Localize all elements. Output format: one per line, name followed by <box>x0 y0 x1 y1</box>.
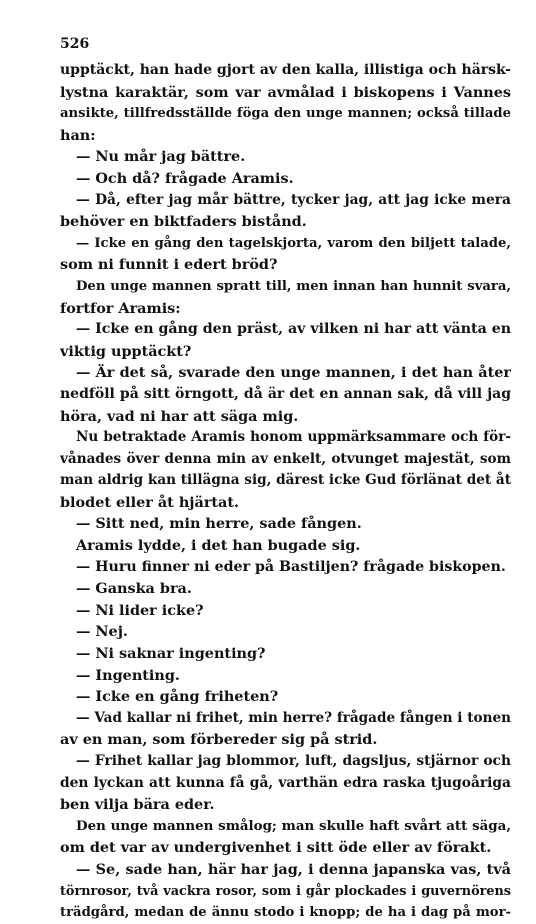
text-line: — Huru finner ni eder på Bastiljen? frågade biskopen. <box>76 558 506 575</box>
text-line: behöver en biktfaders bistånd. <box>60 213 307 231</box>
text-line: — Icke en gång den tagelskjorta, varom den biljett talade, <box>76 235 511 251</box>
text-line: — Frihet kallar jag blommor, luft, dagsljus, stjärnor och <box>76 753 511 769</box>
text-line: upptäckt, han hade gjort av den kalla, illistiga och härsk- <box>60 62 511 78</box>
text-line: Nu betraktade Aramis honom uppmärksammare och för- <box>76 429 511 446</box>
text-line: Den unge mannen spratt till, men innan han hunnit svara, <box>76 278 511 294</box>
text-line: som ni funnit i edert bröd? <box>60 256 278 274</box>
text-line: ben vilja bära eder. <box>60 796 215 814</box>
text-line: — Vad kallar ni frihet, min herre? frågade fången i tonen <box>76 709 511 726</box>
text-line: man aldrig kan tillägna sig, därest icke Gud förlänat det åt <box>60 472 511 489</box>
text-line: Aramis lydde, i det han bugade sig. <box>76 537 361 555</box>
text-line: fortfor Aramis: <box>60 299 181 317</box>
text-line: — Nu mår jag bättre. <box>76 148 246 166</box>
text-line: — Se, sade han, här har jag, i denna japanska vas, två <box>76 860 511 878</box>
text-line: av en man, som förbereder sig på strid. <box>60 731 378 749</box>
text-line: blodet eller åt hjärtat. <box>60 493 240 511</box>
page-number: 526 <box>60 36 90 52</box>
text-line: lystna karaktär, som var avmålad i biskopens i Vannes <box>60 83 511 101</box>
text-line: — Och då? frågade Aramis. <box>76 169 294 187</box>
text-line: — Ni saknar ingenting? <box>76 645 266 663</box>
body-text <box>60 60 511 924</box>
text-line: om det var av undergivenhet i sitt öde eller av förakt. <box>60 839 492 857</box>
text-line: vånades över denna min av enkelt, otvunget majestät, som <box>60 450 511 467</box>
text-line: — Ni lider icke? <box>76 601 204 619</box>
text-line: — Då, efter jag mår bättre, tycker jag, att jag icke mera <box>76 191 511 208</box>
text-line: trädgård, medan de ännu stodo i knopp; de ha i dag på mor- <box>60 905 511 921</box>
text-line: — Ingenting. <box>76 666 180 684</box>
text-line: höra, vad ni har att säga mig. <box>60 407 299 425</box>
text-line: törnrosor, två vackra rosor, som i går plockades i guvernörens <box>60 883 511 899</box>
text-line: viktig upptäckt? <box>60 342 192 360</box>
text-line: — Ganska bra. <box>76 580 192 598</box>
text-line: — Nej. <box>76 623 128 641</box>
text-line: nedföll på sitt örngott, då är det en annan sak, då vill jag <box>60 385 511 402</box>
text-line: Den unge mannen smålog; man skulle haft svårt att säga, <box>76 817 511 834</box>
text-line: ansikte, tillfredsställde föga den unge mannen; också tillade <box>60 106 511 122</box>
text-line: — Icke en gång den präst, av vilken ni har att vänta en <box>76 321 511 338</box>
text-line: — Är det så, svarade den unge mannen, i det han åter <box>76 364 511 382</box>
text-line: — Sitt ned, min herre, sade fången. <box>76 515 362 533</box>
text-line: den lyckan att kunna få gå, varthän edra raska tjugoåriga <box>60 774 511 791</box>
text-line: — Icke en gång friheten? <box>76 688 279 706</box>
text-line: han: <box>60 126 96 144</box>
